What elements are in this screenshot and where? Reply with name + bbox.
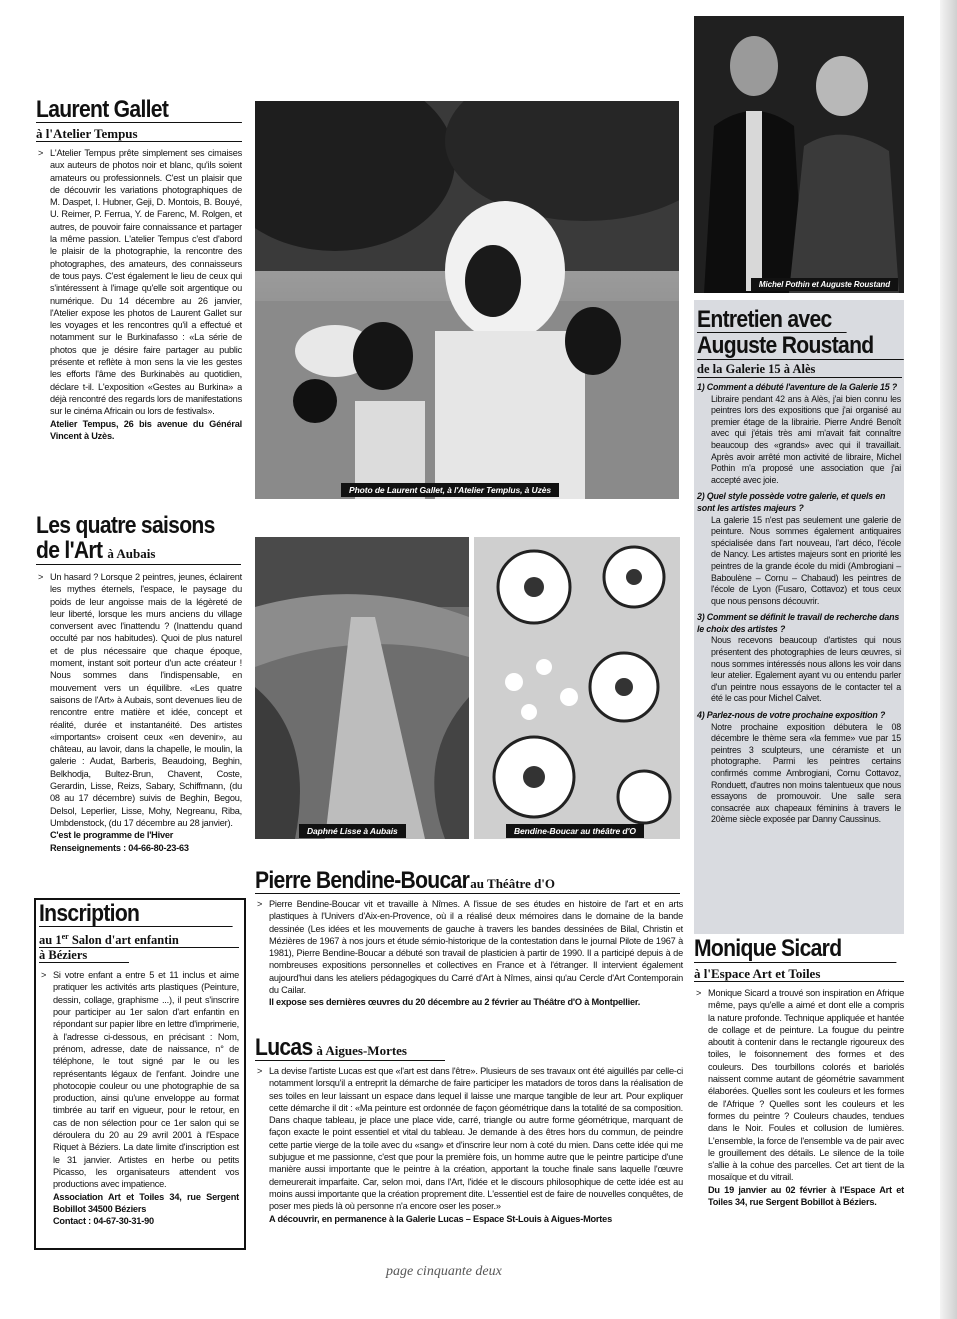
inscription-subtitle-2: à Béziers — [39, 948, 129, 963]
bullet-icon: > — [257, 1066, 263, 1076]
bullet-icon: > — [38, 572, 44, 582]
saisons-title-line2: de l'Art — [36, 537, 103, 564]
inscription-footer-2: Contact : 04-67-30-31-90 — [53, 1216, 154, 1227]
inscription-content — [39, 902, 239, 1227]
qa-item — [697, 710, 901, 826]
qa-item — [697, 382, 901, 486]
bullet-icon: > — [38, 148, 44, 158]
roustand-title-1: Entretien avec — [697, 307, 847, 333]
page-number: page cinquante deux — [386, 1264, 502, 1279]
inscription-body: > Si votre enfant a entre 5 et 11 inclus et aime pratiquer les activités arts plastiques (Peinture, dessin, collage, graphisme ...), il peut s'inscrire pour participer au 1er salon d'art enfantin en répondant sur papier libre en lettre d'imprimerie, à l'adresse ci-dessous, en précisant : Nom, prénom, adresse, date de naissance, n° de téléphone, le tout signé par le ou les représentants légaux de l'enfant. Joindre une photocopie couleur ou une photographie de sa production, ainsi qu'une enveloppe au format timbrée au tarif en vigueur, pour le retour, en cas de non sélection pour ce 1er salon qui se déroulera du 20 au 29 avril 2001 à l'Espace Riquet à Béziers. La date limite d'inscription est le 31 janvier. Artistes en herbe ou petits Picasso, les organisateurs attendent vos productions avec impatience. — [41, 970, 239, 1190]
qa-item — [697, 491, 901, 607]
roustand-content — [697, 307, 911, 826]
qa-question: 4) Parlez-nous de votre prochaine exposition ? — [697, 710, 886, 721]
saisons-place: à Aubais — [107, 546, 156, 561]
sicard-title: Monique Sicard — [694, 935, 896, 963]
boucar-title: Pierre Bendine-Boucar — [255, 867, 470, 894]
saisons-article — [36, 514, 248, 854]
sicard-article — [694, 935, 904, 1208]
portrait-image — [694, 16, 904, 293]
caption-lisse: Daphné Lisse à Aubais — [299, 824, 406, 838]
main-photo-image — [255, 101, 679, 499]
boucar-place: au Théâtre d'O — [470, 876, 556, 891]
painting-boucar — [474, 537, 680, 839]
saisons-body: > Un hasard ? Lorsque 2 peintres, jeunes, éclairent les mythes éternels, l'espace, le paysage du poids de leur angoisse mais de la légèreté de leur liberté, lorsque les murs anciens du village conversent avec l'inattendu ? (Inattendu quand occulté par nos habitudes). Quoi de plus naturel et de plus nécessaire que chaque époque, moment, instant soit porteur d'un acte créateur ! Nous sommes dans l'indispensable, en mouvement vers un équilibre. «Les quatre saisons de l'Art» à Aubais, sont devenues lieu de rencontre entre matière et idée, concept et réalité, durée et instantanéité. Des artistes «importants» croisent ceux «en devenir», au château, au lavoir, dans la chapelle, le moulin, la galerie : Audat, Barberis, Beaudoing, Beghin, Belkhodja, Bultez-Brun, Chavent, Coste, Gerardin, Lisse, Reizs, Sabary, Schiffmann, (du 08 au 17 décembre) suivis de Beghin, Begou, Delsol, Leperlier, Lisse, Mohy, Negreanu, Riba, Umbdenstock, (du 17 décembre au 28 janvier). — [38, 572, 242, 828]
roustand-title-2: Auguste Roustand — [697, 333, 904, 360]
main-photo-caption: Photo de Laurent Gallet, à l'Atelier Templus, à Uzès — [341, 483, 559, 497]
saisons-footer-2: Renseignements : 04-66-80-23-63 — [50, 842, 189, 853]
qa-answer: Notre prochaine exposition débutera le 08 décembre le thème sera «la femme» vue par 15 peintres 3 sculpteurs, une céramiste et un photographe. Parmi les peintres certains confirmés comme Ambrogiani, Cornu Cottavoz, Ronduett, d'autres non moins talentueux que nous essayons de promouvoir. Une salle sera consacrée aux chapeaux féminins à travers le 20ème siècle exposée par Danny Caussinus. — [711, 721, 901, 825]
page-edge — [940, 0, 957, 1319]
qa-answer: Libraire pendant 42 ans à Alès, j'ai bien connu les peintres lors des expositions que j'ai organisé au premier étage de la librairie. Pierre André Benoît avec qui j'étais très ami m'avait fait connaître beaucoup des «grands» avec qui il travaillait. Après avoir arrêté mon activité de libraire, Michel Pothin m'a proposé une association que j'ai accepté avec joie. — [711, 393, 901, 485]
inscription-subtitle-1: au 1er Salon d'art enfantin — [39, 930, 239, 948]
qa-item — [697, 612, 901, 705]
gallet-body: > L'Atelier Tempus prête simplement ses cimaises aux auteurs de photos noir et blanc, qu'ils soient amateurs ou professionnels. C'est un plaisir que de découvrir les variations photographiques de M. Daspet, I. Hubner, Geji, D. Montois, B. Bouyé, U. Reimer, P. Ferrua, Y. de Farenc, M. Rolgen, et autres, de pouvoir faire connaissance et partager la même passion. L'atelier Tempus c'est d'abord le plaisir de la photographie, la rencontre des photographes, des amateurs, des connaisseurs de tous pays. C'est également le lieu de ceux qui s'intéressent à l'image qu'elle soit argentique ou numérique. Du 14 décembre au 26 janvier, l'Atelier expose les photos de Laurent Gallet sur les voyages et les rencontres qu'il a effectué et notamment sur le Burkinafasso : «La série de photos que je désire faire partager au public présente et reflète à mon sens la vie les gestes les efforts l'âme des Burkinabès au quotidien, déclare t-il. L'exposition «Gestes au Burkina» a déjà rencontré des regards lors de manifestations sur le cinéma Africain ou lors de festivals». — [38, 148, 242, 417]
qa-question: 1) Comment a débuté l'aventure de la Galerie 15 ? — [697, 382, 897, 392]
qa-answer: La galerie 15 n'est pas seulement une galerie de peinture. Nous sommes également antiquaires spécialisée dans l'art nouveau, l'art déco, l'école de Nancy. Les artistes majeurs sont en priorité les peintres de la grande école du midi (Ambrogiani – Baboulène – Cornu – Chabaud) les peintres de l'école de Lyon (Fusaro, Cottavoz) et tous ceux que nous pensons découvrir. — [711, 514, 901, 606]
bullet-icon: > — [41, 970, 47, 981]
gallet-subtitle: à l'Atelier Tempus — [36, 126, 242, 142]
lucas-article — [255, 1036, 685, 1225]
painting-boucar-image — [474, 537, 680, 839]
painting-lisse-image — [255, 537, 469, 839]
bullet-icon: > — [696, 988, 702, 998]
bullet-icon: > — [257, 899, 263, 909]
sicard-subtitle: à l'Espace Art et Toiles — [694, 966, 904, 982]
qa-question: 2) Quel style possède votre galerie, et quels en sont les artistes majeurs ? — [697, 491, 886, 513]
sicard-footer: Du 19 janvier au 02 février à l'Espace Art et Toiles 34, rue Sergent Bobillot à Béziers. — [708, 1184, 904, 1208]
gallet-title: Laurent Gallet — [36, 98, 242, 123]
portrait-photo — [694, 16, 904, 293]
qa-answer: Nous recevons beaucoup d'artistes qui nous présentent des photographies de leurs œuvres, si nous sommes intéressés nous allons les voir dans leur atelier. Egalement ayant vu ou entendu parler d'un peintre nous essayons de le contacter tel a été le cas pour Michel Calvet. — [711, 635, 901, 704]
lucas-title: Lucas — [255, 1034, 313, 1061]
boucar-footer: Il expose ses dernières œuvres du 20 décembre au 2 février au Théâtre d'O à Montpellier. — [269, 997, 641, 1008]
portrait-caption: Michel Pothin et Auguste Roustand — [751, 278, 898, 291]
qa-question: 3) Comment se définit le travail de recherche dans le choix des artistes ? — [697, 612, 900, 634]
gallet-article — [36, 98, 242, 503]
boucar-article — [255, 869, 685, 1009]
roustand-subtitle: de la Galerie 15 à Alès — [697, 362, 902, 378]
inscription-footer-1: Association Art et Toiles 34, rue Sergent Bobillot 34500 Béziers — [53, 1191, 239, 1214]
lucas-footer: A découvrir, en permanence à la Galerie Lucas – Espace St-Louis à Aigues-Mortes — [269, 1213, 612, 1224]
boucar-body: > Pierre Bendine-Boucar vit et travaille à Nîmes. A l'issue de ses études en histoire de l'art et en arts plastiques à l'Univers d'Aix-en-Provence, où il a réalisé deux mémoires dans le domaine de la bande dessinée (Les idées et les mouvements de gauche à travers les bandes dessinées de Bilal, Christin et Mézières de 1967 à nos jours et étude sémio-historique de la contestation dans le journal Pilote de 1967 à 1981), Pierre Bendine-Boucar a débuté son travail de plasticien à partir de 1990. Il a participé depuis à de nombreuses expositions personnelles et collectives en France et à l'étranger. Il intervient également aujourd'hui dans les ateliers pédagogiques du Carré d'Art à Nîmes, ainsi qu'au Cercle d'Art Contemporain du Cailar. — [257, 899, 683, 996]
saisons-title-line1: Les quatre saisons — [36, 512, 215, 539]
inscription-title: Inscription — [39, 902, 233, 927]
lucas-body: > La devise l'artiste Lucas est que «l'art est dans l'être». Plusieurs de ses travaux ont été aiguillés par celle-ci notamment lorsqu'il a entreprit la démarche de faire participer les matadors de toros dans la réalisation de ses toiles en leur laissant un espace dans lequel il laisse une marque tangible de leur art. Pour expliquer cette démarche il dit : «Ma peinture est ordonnée de façon géométrique dans la totalité de sa composition. Dans chaque tableau, je place une place vide, carré, triangle ou autre forme géométrique, marquant de façon exacte le point essentiel et vital du tableau. Je demande à des êtres hors du commun, de peindre cette partie vierge de la toile avec du «sang» et d'inscrire leur nom à coté du mien. Dans cette idée qui me subjugue et me passionne, c'est que pour la première fois, un homme autre que le peintre participe d'une manière aussi importante que le peintre à la création, apportant la touche finale sans laquelle l'œuvre demeurerait imparfaite. Car, selon moi, dans l'Art, l'idée et le discours philosophique de cette idée est au moins aussi importante que la création proprement dite. L'essentiel est de faire de nouvelles conquêtes, de poser mes pieds là où personne n'a encore oser les poser.» — [257, 1066, 683, 1212]
sicard-body: > Monique Sicard a trouvé son inspiration en Afrique même, pays qu'elle a aimé et dont elle a compris la nature profonde. Technique appliquée et hantée de collage et de peinture. La fougue du peintre aboutit à contenir dans le rectangle rigoureux des toiles, le foisonnement des formes et des couleurs. Des tourbillons colorés et bariolés naissent comme autant de géométrie savamment élaborées. Quelles sont les couleurs et les formes de l'Afrique ? Quelles sont les couleurs et les formes du peintre ? Couleurs chaudes, tendues dans le Noir. Foules et collusion de lumières. L'ensemble, la force de l'ensemble va de pair avec le grouillement des détails. Le silence de la toile s'allie à la cohue des parcelles. Cet art tient de la mosaïque et du vitrail. — [696, 988, 904, 1183]
saisons-footer-1: C'est le programme de l'Hiver — [50, 830, 174, 841]
main-photo — [255, 101, 679, 499]
lucas-place: à Aigues-Mortes — [316, 1043, 407, 1058]
gallet-footer: Atelier Tempus, 26 bis avenue du Général Vincent à Uzès. — [50, 418, 242, 441]
painting-lisse — [255, 537, 469, 839]
caption-boucar: Bendine-Boucar au théâtre d'O — [506, 824, 644, 838]
